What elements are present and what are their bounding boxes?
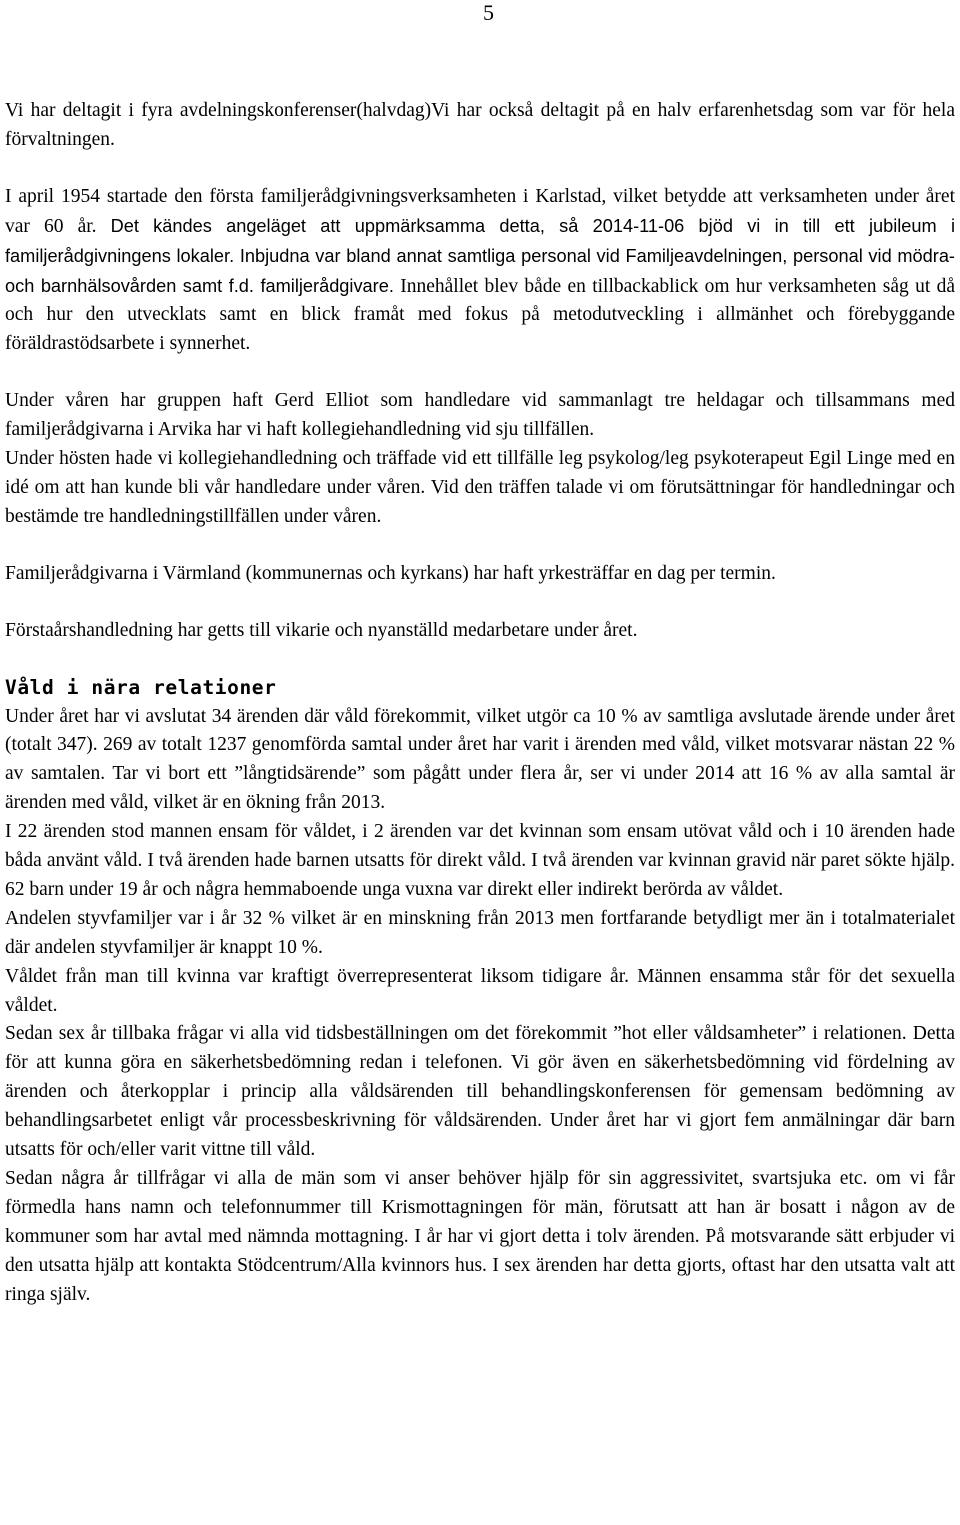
violence-paragraph: Sedan några år tillfrågar vi alla de män som vi anser behöver hjälp för sin aggressivitet, svartsjuka etc. om vi får förmedla hans namn och telefonnummer till Krismottagningen för män, förutsatt att han är bosatt i någon av de kommuner som har avtal med nämnda mottagning. I år har vi gjort detta i tolv ärenden. På motsvarande sätt erbjuder vi den utsatta hjälp att kontakta Stödcentrum/Alla kvinnors hus. I sex ärenden har detta gjorts, oftast har den utsatta valt att ringa själv. <box>5 1168 955 1305</box>
paragraph-gap <box>5 646 955 674</box>
violence-paragraph: Under året har vi avslutat 34 ärenden där våld förekommit, vilket utgör ca 10 % av samtliga avslutade ärende under året (totalt 347). 269 av totalt 1237 genomförda samtal under året har varit i ärenden med våld, vilket motsvarar nästan 22 % av samtalen. Tar vi bort ett ”långtidsärende” som pågått under flera år, ser vi under 2014 att 16 % av alla samtal är ärenden med våld, vilket är en ökning från 2013. <box>5 705 955 814</box>
paragraph-varmland-meetings: Familjerådgivarna i Värmland (kommunernas och kyrkans) har haft yrkesträffar en dag per termin. <box>5 562 776 584</box>
violence-paragraph: Våldet från man till kvinna var kraftigt överrepresenterat liksom tidigare år. Männen ensamma står för det sexuella våldet. <box>5 965 955 1016</box>
violence-paragraph: Sedan sex år tillbaka frågar vi alla vid tidsbeställningen om det förekommit ”hot eller våldsamheter” i relationen. Detta för att kunna göra en säkerhetsbedömning redan i telefonen. Vi gör även en säkerhetsbedömning vid fördelning av ärenden och återkopplar i princip alla våldsärenden till behandlingskonferensen för gemensam bedömning av behandlingsarbetet enligt vår processbeskrivning för våldsärenden. Under året har vi gjort fem anmälningar där barn utsatts för och/eller varit vittne till våld. <box>5 1023 955 1161</box>
paragraph-gap <box>5 532 955 560</box>
document-body <box>5 97 955 1310</box>
paragraph-gap <box>5 589 955 617</box>
jubilee-invitation-text: Det kändes angeläget att uppmärksamma detta, så 2014-11-06 bjöd vi in till ett jubileum i familjerådgivningens lokaler. Inbjudna var bland annat samtliga personal vid Familjeavdelningen, personal vid mödra- och barnhälsovården samt f.d. familjerådgivare. <box>5 215 955 296</box>
paragraph-jubilee <box>5 183 955 359</box>
violence-paragraph: I 22 ärenden stod mannen ensam för våldet, i 2 ärenden var det kvinnan som ensam utövat våld och i 10 ärenden hade båda använt våld. I två ärenden hade barnen utsatts för direkt våld. I två ärenden var kvinnan gravid när paret sökte hjälp. 62 barn under 19 år och några hemmaboende unga vuxna var direkt eller indirekt berörda av våldet. <box>5 821 955 900</box>
section-heading: Våld i nära relationer <box>5 675 277 699</box>
paragraph-gap <box>5 155 955 183</box>
jubilee-intro-text: I april 1954 startade den första familjerådgivningsverksamheten i Karlstad, vilket betydde att verksamheten under året var 60 år. <box>5 185 955 237</box>
paragraph-first-year-supervision: Förstaårshandledning har getts till vikarie och nyanställd medarbetare under året. <box>5 619 638 641</box>
violence-paragraph: Andelen styvfamiljer var i år 32 % vilket är en minskning från 2013 men fortfarande betydligt mer än i totalmaterialet där andelen styvfamiljer är knappt 10 %. <box>5 907 955 958</box>
paragraph-gap <box>5 359 955 387</box>
page-number: 5 <box>483 0 494 25</box>
paragraph-autumn-supervision: Under hösten hade vi kollegiehandledning och träffade vid ett tillfälle leg psykolog/leg psykoterapeut Egil Linge med en idé om att han kunde bli vår handledare under våren. Vid den träffen talade vi om förutsättningar för handledningar och bestämde tre handledningstillfällen under våren. <box>5 448 955 527</box>
paragraph-conferences: Vi har deltagit i fyra avdelningskonferenser(halvdag)Vi har också deltagit på en halv erfarenhetsdag som var för hela förvaltningen. <box>5 100 955 150</box>
paragraph-spring-supervision: Under våren har gruppen haft Gerd Elliot som handledare vid sammanlagt tre heldagar och tillsammans med familjerådgivarna i Arvika har vi haft kollegiehandledning vid sju tillfällen. <box>5 390 955 441</box>
jubilee-content-text: Innehållet blev både en tillbackablick om hur verksamheten såg ut då och hur den utvecklats samt en blick framåt med fokus på metodutveckling i allmänhet och förebyggande föräldrastödsarbete i synnerhet. <box>5 275 955 355</box>
